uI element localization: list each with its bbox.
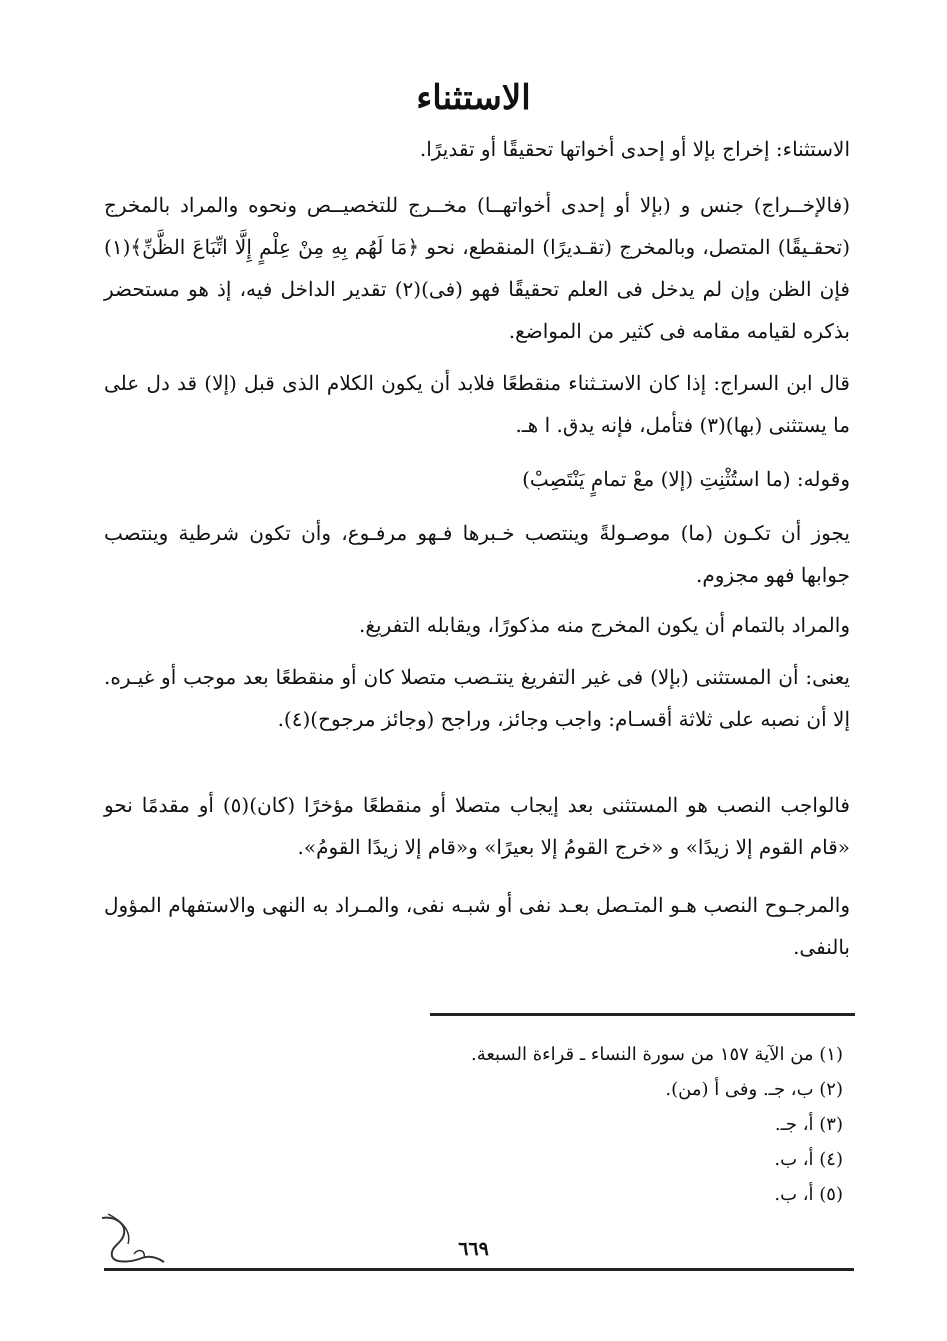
footnote-4: (٤) أ، ب. (774, 1149, 843, 1170)
paragraph-marjuh: والمرجـوح النصب هـو المتـصل بعـد نفى أو شبـه نفى، والمـراد به النهى والاستفهام المؤول بالنفى. (104, 893, 850, 959)
page-number: ٦٦٩ (458, 1238, 489, 1260)
paragraph-ma-usage: يجوز أن تكـون (ما) موصـولةً وينتصب خـبرها فـهو مرفـوع، وأن تكون شرطية وينتصب جوابها فهو مجزوم. (104, 521, 850, 587)
paragraph-verse-quote: وقوله: (ما استُثْنِتِ (إلا) معْ تمامٍ يَنْتَصِبْ) (522, 467, 850, 491)
paragraph-nasb-types: يعنى: أن المستثنى (بإلا) فى غير التفريغ ينتـصب متصلا كان أو منقطعًا بعد موجب أو غيـره. إلا أن نصبه على ثلاثة أقسـام: واجب وجائز، وراجح (وجائز مرجوح)(٤). (104, 665, 850, 731)
bottom-divider (104, 1268, 854, 1271)
page-title: الاستثناء (416, 78, 531, 118)
paragraph-tamam: والمراد بالتمام أن يكون المخرج منه مذكورًا، ويقابله التفريغ. (359, 613, 850, 637)
footnote-2: (٢) ب، جـ. وفى أ (من). (665, 1079, 843, 1100)
footnote-divider (430, 1013, 855, 1016)
paragraph-wajib: فالواجب النصب هو المستثنى بعد إيجاب متصلا أو منقطعًا مؤخرًا (كان)(٥) أو مقدمًا نحو «قام القوم إلا زيدًا» و «خرج القومُ إلا بعيرًا» و«قام إلا زيدًا القومُ». (104, 793, 850, 859)
paragraph-ibn-sarraj: قال ابن السراج: إذا كان الاستـثناء منقطعًا فلابد أن يكون الكلام الذى قبل (إلا) قد دل على ما يستثنى (بها)(٣) فتأمل، فإنه يدق. ا هـ. (104, 371, 850, 437)
footnote-1: (١) من الآية ١٥٧ من سورة النساء ـ قراءة السبعة. (470, 1044, 843, 1065)
footnotes (343, 1037, 843, 1212)
footnote-3: (٣) أ، جـ. (774, 1114, 843, 1135)
paragraph-explanation: (فالإخــراج) جنس و (بإلا أو إحدى أخواتهــا) مخــرج للتخصيــص ونحوه والمراد بالمخرج (تحقـيقًا) المتصل، وبالمخرج (تقـديرًا) المنقطع، نحو ﴿مَا لَهُم بِهِ مِنْ عِلْمٍ إِلَّا اتِّبَاعَ الظَّنِّ﴾(١) فإن الظن وإن لم يدخل فى العلم تحقيقًا فهو (فى)(٢) تقدير الداخل فيه، إذ هو مستحضر بذكره لقيامه مقامه فى كثير من المواضع. (104, 193, 850, 343)
paragraph-definition: الاستثناء: إخراج بإلا أو إحدى أخواتها تحقيقًا أو تقديرًا. (419, 137, 850, 161)
footnote-5: (٥) أ، ب. (774, 1184, 843, 1205)
